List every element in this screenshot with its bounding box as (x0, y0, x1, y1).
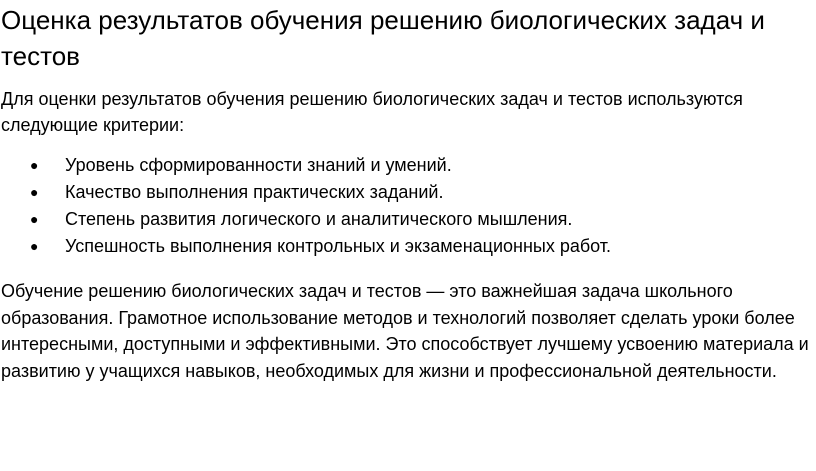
list-item-text: Качество выполнения практических заданий. (65, 182, 444, 202)
list-item-text: Уровень сформированности знаний и умений. (65, 155, 452, 175)
conclusion-paragraph: Обучение решению биологических задач и тестов — это важнейшая задача школьного образования. Грамотное использование методов и технологий позволяет сделать уроки более интересными, доступными и эффективными. Это способствует лучшему усвоению материала и развитию у учащихся навыков, необходимых для жизни и профессиональной деятельности. (1, 281, 809, 381)
bullet-icon: ● (30, 157, 39, 173)
slide-title: Оценка результатов обучения решению биологических задач и тестов (1, 5, 765, 71)
list-item (0, 206, 800, 233)
list-item-text: Степень развития логического и аналитического мышления. (65, 209, 573, 229)
intro-paragraph: Для оценки результатов обучения решению биологических задач и тестов используются следующие критерии: (1, 89, 743, 135)
list-item (0, 179, 800, 206)
list-item-text: Успешность выполнения контрольных и экзаменационных работ. (65, 236, 612, 256)
bullet-icon: ● (30, 211, 39, 227)
list-item (0, 233, 800, 260)
list-item (0, 152, 800, 179)
bullet-icon: ● (30, 184, 39, 200)
criteria-list (0, 152, 800, 260)
bullet-icon: ● (30, 238, 39, 254)
